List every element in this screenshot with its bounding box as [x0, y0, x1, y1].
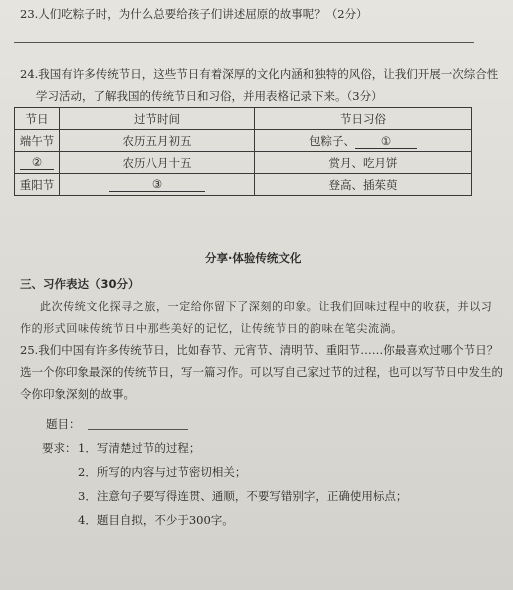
table-row: [15, 174, 472, 196]
requirements-label: 要求：: [42, 441, 77, 455]
title-label: 题目：: [46, 417, 81, 431]
table-row: [15, 152, 472, 174]
cell-time: 农历五月初五: [60, 130, 255, 152]
cell-time: [60, 174, 255, 196]
festival-table: [14, 107, 472, 196]
custom-text: 包粽子、: [309, 133, 355, 148]
requirement-item: 4．题目自拟，不少于300字。: [78, 513, 234, 527]
requirement-item: 2．所写的内容与过节密切相关；: [78, 465, 247, 479]
question-24-line1: 24.我国有许多传统节日，这些节日有着深厚的文化内涵和独特的风俗，让我们开展一次综合性: [20, 67, 499, 81]
cell-time: 农历八月十五: [60, 152, 255, 174]
cell-festival: [15, 152, 60, 174]
table-header-row: [15, 108, 472, 130]
intro-line2: 作的形式回味传统节日中那些美好的记忆，让传统节日的韵味在笔尖流淌。: [20, 322, 403, 335]
intro-line1: 此次传统文化探寻之旅，一定给你留下了深刻的印象。让我们回味过程中的收获，并以习: [40, 300, 493, 313]
question-25-line2: 选一个你印象最深的传统节日，写一篇习作。可以写自己家过节的过程，也可以写节日中发生的: [20, 365, 503, 379]
requirement-item: 3．注意句子要写得连贯、通顺，不要写错别字，正确使用标点；: [78, 489, 408, 503]
question-23: 23.人们吃粽子时，为什么总要给孩子们讲述屈原的故事呢？（2分）: [20, 7, 368, 21]
section-title: 分享·体验传统文化: [205, 251, 302, 265]
table-row: [15, 130, 472, 152]
requirement-item: 1．写清楚过节的过程；: [78, 441, 201, 455]
cell-custom: 赏月、吃月饼: [255, 152, 472, 174]
cell-festival: 重阳节: [15, 174, 60, 196]
title-input-line[interactable]: [88, 429, 188, 430]
header-time: 过节时间: [60, 108, 255, 130]
answer-blank-1[interactable]: ①: [355, 135, 417, 149]
answer-blank-3[interactable]: ③: [109, 178, 205, 192]
cell-festival: 端午节: [15, 130, 60, 152]
section-heading: 三、习作表达（30分）: [20, 277, 140, 291]
header-festival: 节日: [15, 108, 60, 130]
answer-blank-2[interactable]: ②: [20, 156, 54, 170]
cell-custom: [255, 130, 472, 152]
cell-custom: 登高、插茱萸: [255, 174, 472, 196]
question-24-line2: 学习活动，了解我国的传统节日和习俗，并用表格记录下来。（3分）: [36, 89, 383, 103]
header-custom: 节日习俗: [255, 108, 472, 130]
answer-line-23: [14, 42, 474, 43]
question-25-line3: 令你印象深刻的故事。: [20, 387, 135, 401]
question-25-line1: 25.我们中国有许多传统节日，比如春节、元宵节、清明节、重阳节……你最喜欢过哪个节日？: [20, 343, 499, 357]
